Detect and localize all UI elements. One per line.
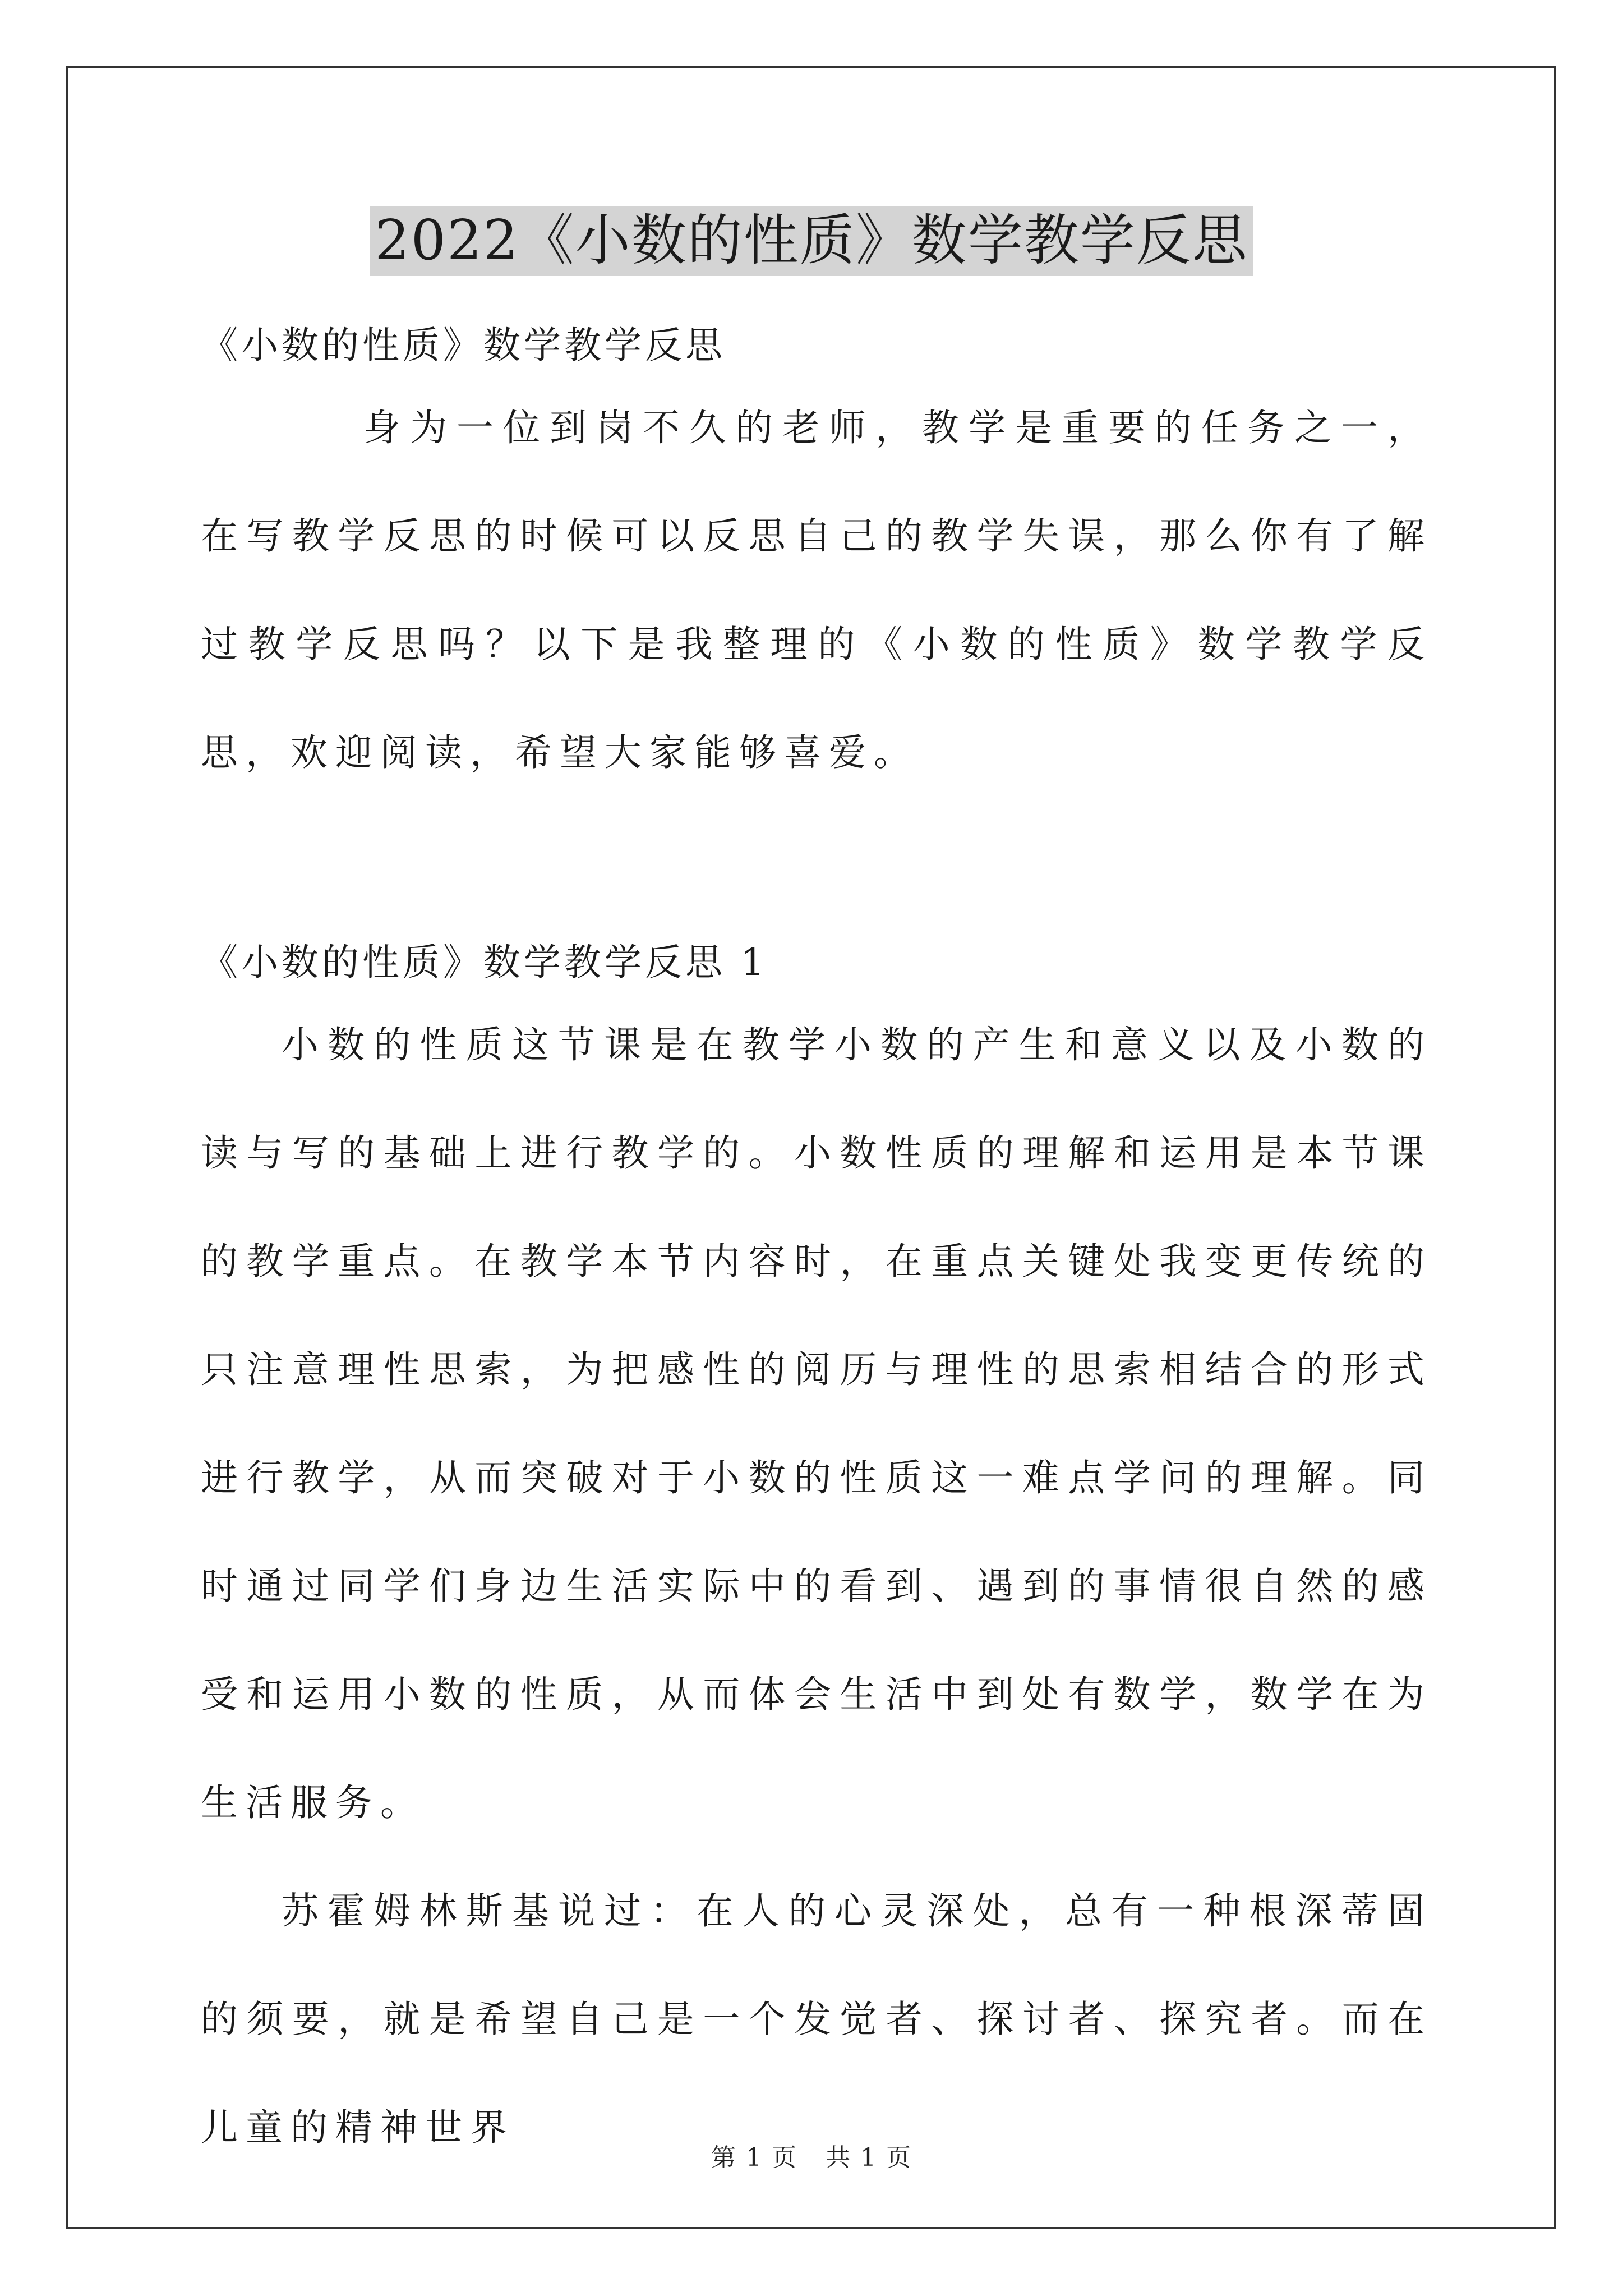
body-paragraph-1: 小数的性质这节课是在教学小数的产生和意义以及小数的读与写的基础上进行教学的。小数性质的理解和运用是本节课的教学重点。在教学本节内容时，在重点关键处我变更传统的只注意理性思索，为把感性的阅历与理性的思索相结合的形式进行教学，从而突破对于小数的性质这一难点学问的理解。同时通过同学们身边生活实际中的看到、遇到的事情很自然的感受和运用小数的性质，从而体会生活中到处有数学，数学在为生活服务。 bbox=[201, 1023, 1432, 1824]
document-title-wrapper bbox=[0, 206, 1623, 276]
document-body bbox=[201, 318, 1432, 2182]
page-number: 第 1 页 bbox=[711, 2143, 797, 2172]
intro-paragraph: 身为一位到岗不久的老师，教学是重要的任务之一，在写教学反思的时候可以反思自己的教学失误，那么你有了解过教学反思吗？以下是我整理的《小数的性质》数学教学反思，欢迎阅读，希望大家能够喜爱。 bbox=[201, 406, 1432, 774]
document-title: 2022《小数的性质》数学教学反思 bbox=[370, 206, 1252, 276]
section-heading: 《小数的性质》数学教学反思 1 bbox=[201, 941, 768, 984]
page-footer bbox=[0, 2137, 1623, 2173]
body-paragraph-2: 苏霍姆林斯基说过：在人的心灵深处，总有一种根深蒂固的须要，就是希望自己是一个发觉者、探讨者、探究者。而在儿童的精神世界 bbox=[201, 1889, 1432, 2149]
page-total: 共 1 页 bbox=[826, 2143, 912, 2172]
document-subtitle: 《小数的性质》数学教学反思 bbox=[201, 324, 726, 367]
